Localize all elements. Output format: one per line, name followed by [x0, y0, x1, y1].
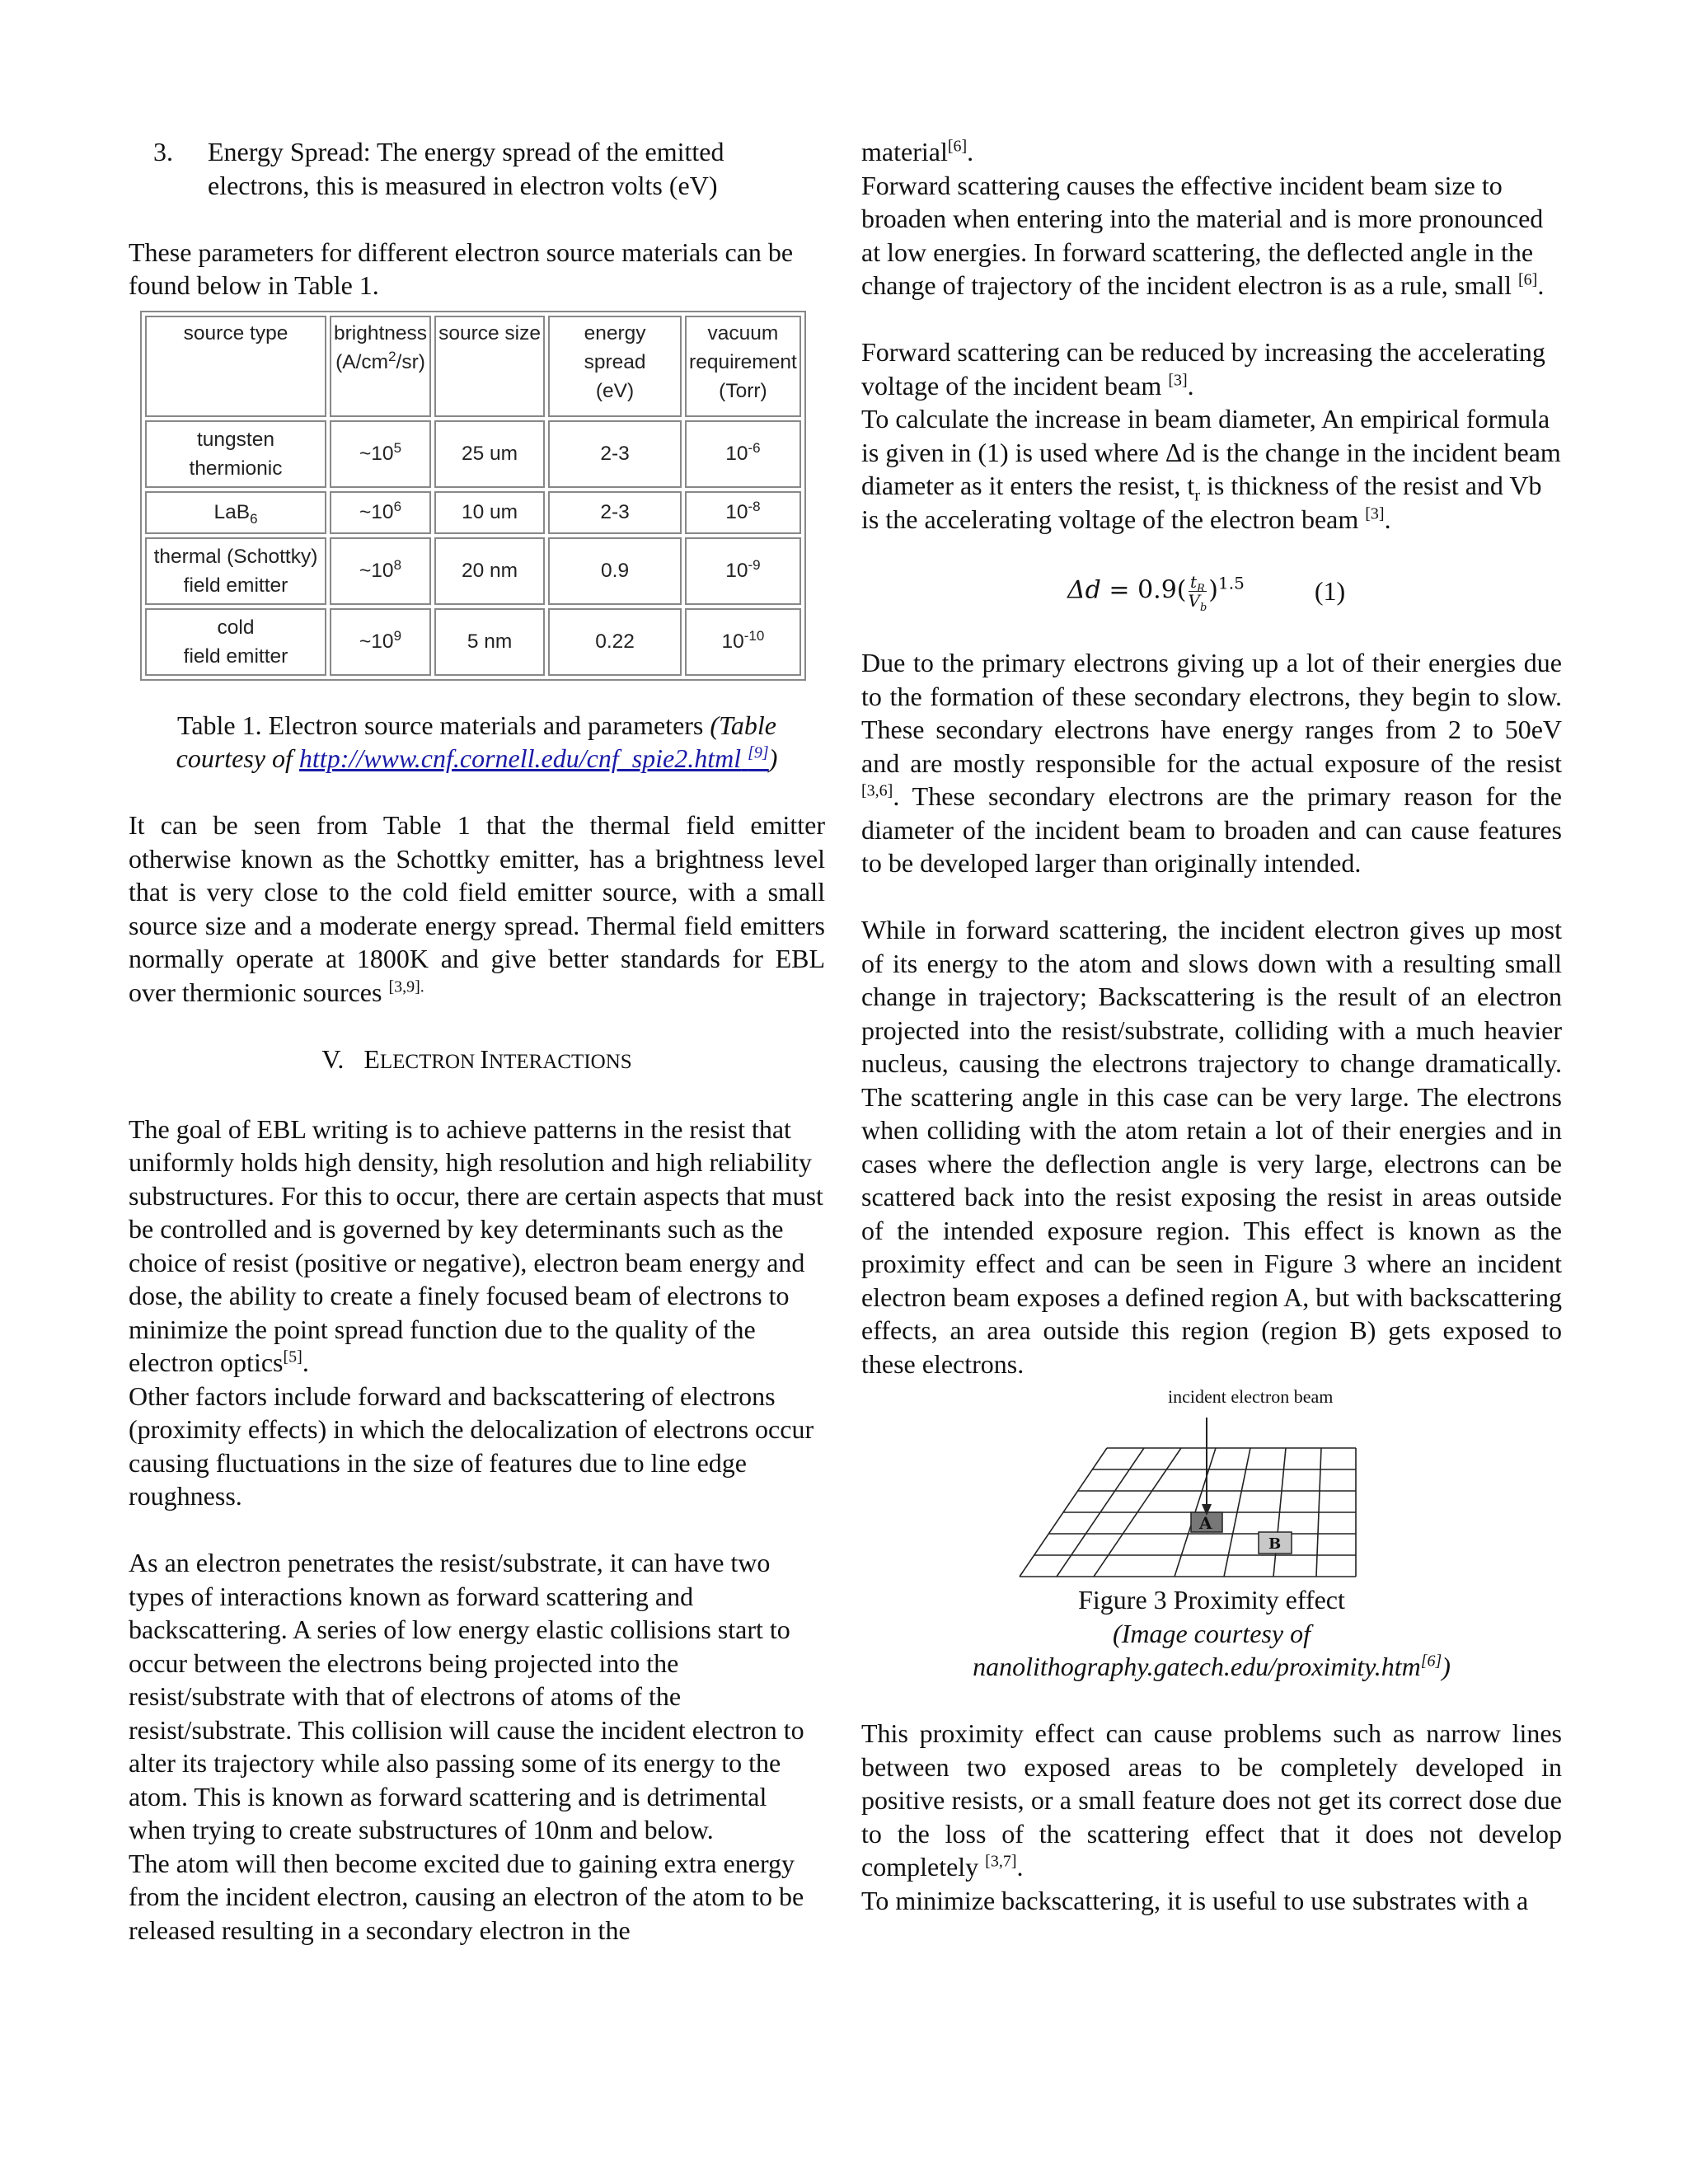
paragraph-backscattering: While in forward scattering, the incident electron gives up most of its energy to the atom and slows down with a resulting small change in trajectory; Backscattering is the result of an electron projected into the resist/substrate, colliding with a much heavier nucleus, causing the electrons trajectory to change dramatically. The scattering angle in this case can be very large. The electrons when colliding with the atom retain a lot of their energies and in cases where the deflection angle is very large, electrons can be scattered back into the resist exposing the resist in areas outside of the intended exposure region. This effect is known as the proximity effect and can be seen in Figure 3 where an incident electron beam exposes a defined region A, but with backscattering effects, an area outside this region (region B) gets exposed to these electrons.: [861, 915, 1562, 1379]
table-row: [145, 537, 801, 605]
paragraph-reduce: Forward scattering can be reduced by increasing the accelerating voltage of the incident beam [3].: [861, 337, 1545, 401]
cell-source-size: 10 um: [434, 491, 545, 534]
table-caption-link[interactable]: http://www.cnf.cornell.edu/cnf_spie2.html [9]: [298, 743, 769, 773]
paragraph-minimize: To minimize backscattering, it is useful to use substrates with a: [861, 1885, 1529, 1915]
cell-vacuum: $10^{-10}$: [685, 608, 801, 676]
equation-expression: Δd = 0.9( $\frac{t_R}{V_b}$ )$^{1.5}$: [1067, 571, 1245, 614]
table-row: [145, 491, 801, 534]
cell-vacuum: $10^{-8}$: [685, 491, 801, 534]
table-header-row: [145, 316, 801, 417]
list-number: 3.: [153, 137, 173, 166]
cell-source-type: tungsten thermionic: [145, 420, 326, 488]
cell-brightness: $\sim 10^8$: [330, 537, 431, 605]
paragraph-params: These parameters for different electron source materials can be found below in Table 1.: [129, 237, 794, 300]
proximity-grid-diagram: [861, 1380, 1562, 1644]
figure-caption: Figure 3 Proximity effect (Image courtesy of nanolithography.gatech.edu/proximity.htm[6]): [973, 1585, 1451, 1681]
figure-proximity-effect: [861, 1380, 1562, 1644]
list-item-energy-spread: [129, 135, 825, 202]
paragraph-primary-electrons: Due to the primary electrons giving up a lot of their energies due to the formation of these secondary electrons, they begin to slow. These secondary electrons have energy ranges from 2 to 50eV and are mostly responsible for the actual exposure of the resist [3,6]. These secondary electrons are the primary reason for the diameter of the incident beam to broaden and can cause features to be developed larger than originally intended.: [861, 648, 1562, 878]
paragraph-atom-excited: The atom will then become excited due to gaining extra energy from the incident electron, causing an electron of the atom to be released resulting in a secondary electron in the: [129, 1848, 804, 1945]
left-column: [129, 135, 825, 1947]
paragraph-calc: To calculate the increase in beam diameter, An empirical formula is given in (1) is used where Δd is the change in the incident beam diameter as it enters the resist, $t_r$ is thickness of the resist and Vb is the accelerating voltage of the electron beam [3].: [861, 404, 1561, 534]
cell-energy-spread: 2-3: [548, 491, 682, 534]
label-b: B: [1268, 1535, 1282, 1553]
section-heading: V. ELECTRON INTERACTIONS: [321, 1043, 632, 1074]
cell-source-size: 25 um: [434, 420, 545, 488]
right-column: [861, 135, 1562, 1917]
cell-source-type: thermal (Schottky) field emitter: [145, 537, 326, 605]
header-source-type: source type: [145, 316, 326, 417]
electron-source-table: [140, 311, 806, 681]
cell-source-size: 20 nm: [434, 537, 545, 605]
cell-energy-spread: 2-3: [548, 420, 682, 488]
paragraph-other-factors: Other factors include forward and backscattering of electrons (proximity effects) in which the delocalization of electrons occur causing fluctuations in the size of features due to line edge roughness.: [129, 1380, 814, 1511]
paragraph-thermal-emitter: It can be seen from Table 1 that the thermal field emitter otherwise known as the Schottky emitter, has a brightness level that is very close to the cold field emitter source, with a small source size and a moderate energy spread. Thermal field emitters normally operate at 1800K and give better standards for EBL over thermionic sources $^{[3,9].}$: [129, 810, 825, 1007]
paragraph-ebl-goal: The goal of EBL writing is to achieve patterns in the resist that uniformly holds high density, high resolution and high reliability substructures. For this to occur, there are certain aspects that must be controlled and is governed by key determinants such as the choice of resist (positive or negative), electron beam energy and dose, the ability to create a finely focused beam of electrons to minimize the point spread function due to the quality of the electron optics[5].: [129, 1113, 823, 1377]
table-row: [145, 420, 801, 488]
cell-brightness: $\sim 10^9$: [330, 608, 431, 676]
cell-brightness: $\sim 10^6$: [330, 491, 431, 534]
label-a: A: [1199, 1513, 1212, 1533]
header-vacuum: vacuum requirement (Torr): [685, 316, 801, 417]
cell-source-type: LaB$_6$: [145, 491, 326, 534]
header-source-size: source size: [434, 316, 545, 417]
equation-number: (1): [1314, 575, 1346, 606]
header-brightness: brightness $(A/cm^2/sr)$: [330, 316, 431, 417]
paragraph-penetrates: As an electron penetrates the resist/substrate, it can have two types of interactions known as forward scattering and backscattering. A series of low energy elastic collisions start to occur between the electrons being projected into the resist/substrate with that of electrons of atoms of the resist/substrate. This collision will cause the incident electron to alter its trajectory while also passing some of its energy to the atom. This is known as forward scattering and is detrimental when trying to create substructures of 10nm and below.: [129, 1548, 804, 1844]
table-caption: Table 1. Electron source materials and parameters (Table courtesy of http://www.cnf.cornell.edu/cnf_spie2.html [9]): [176, 710, 778, 773]
cell-vacuum: $10^{-6}$: [685, 420, 801, 488]
header-energy-spread: energy spread (eV): [548, 316, 682, 417]
paragraph-material: material[6].: [861, 137, 974, 166]
cell-source-size: 5 nm: [434, 608, 545, 676]
cell-source-type: cold field emitter: [145, 608, 326, 676]
cell-brightness: $\sim 10^5$: [330, 420, 431, 488]
cell-vacuum: $10^{-9}$: [685, 537, 801, 605]
figure-title: incident electron beam: [1168, 1386, 1334, 1407]
equation-1: [861, 536, 1562, 646]
cell-energy-spread: 0.9: [548, 537, 682, 605]
list-text: Energy Spread: The energy spread of the emitted electrons, this is measured in electron volts (eV): [208, 137, 724, 200]
cell-energy-spread: 0.22: [548, 608, 682, 676]
paragraph-forward-scattering: Forward scattering causes the effective incident beam size to broaden when entering into the material and is more pronounced at low energies. In forward scattering, the deflected angle in the change of trajectory of the incident electron is as a rule, small [6].: [861, 170, 1545, 300]
table-row: [145, 608, 801, 676]
paragraph-problems: This proximity effect can cause problems such as narrow lines between two exposed areas to be completely developed in positive resists, or a small feature does not get its correct dose due to the loss of the scattering effect that it does not develop completely [3,7].: [861, 1718, 1562, 1882]
